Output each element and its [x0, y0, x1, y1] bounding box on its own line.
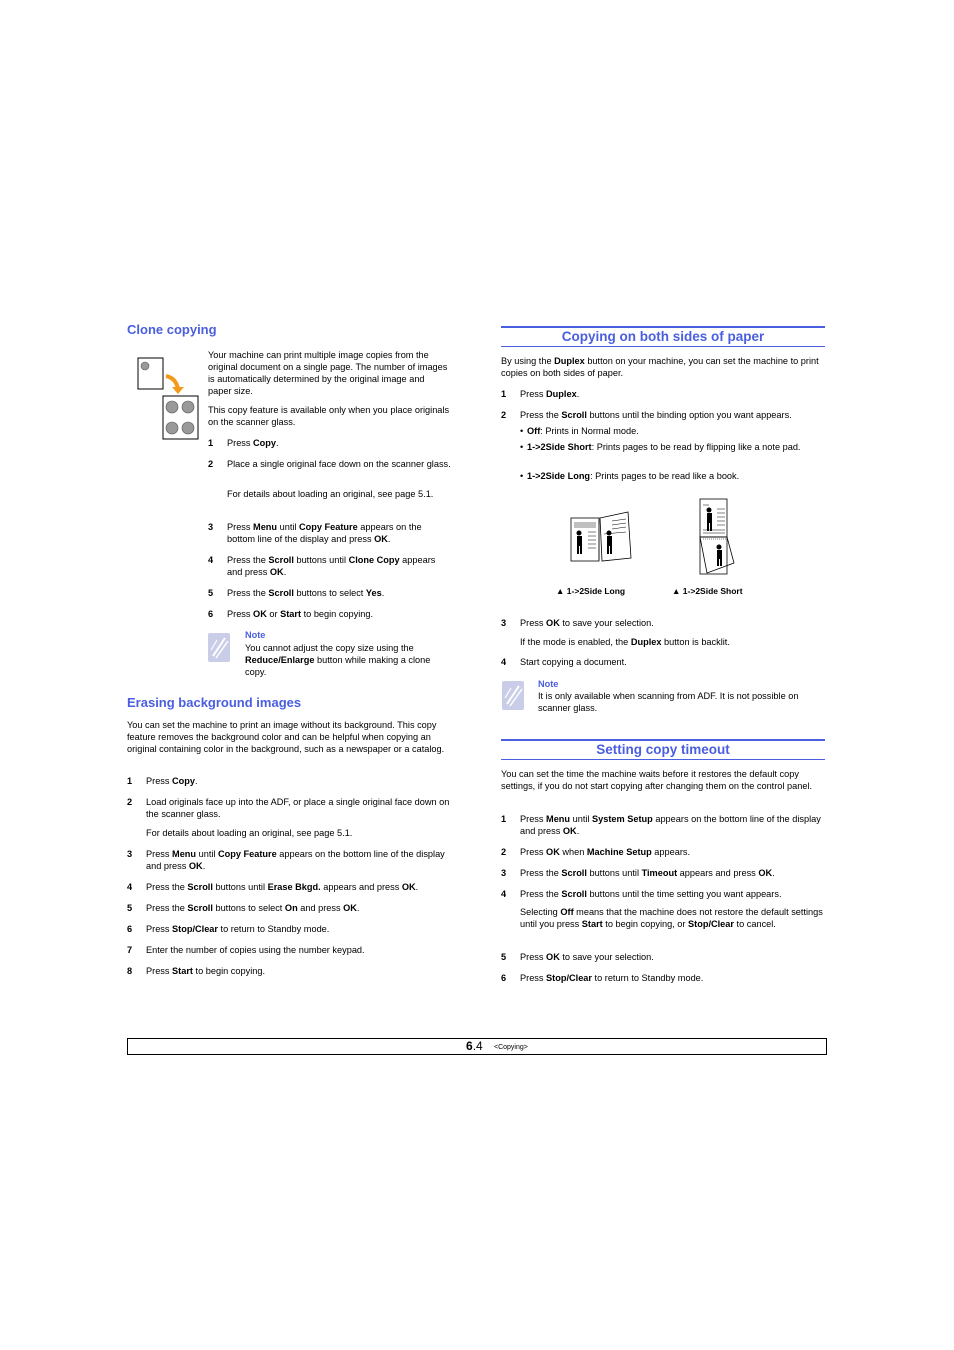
duplex-note-text: It is only available when scanning from ADF. It is not possible on scanner glass.	[538, 691, 799, 713]
step-number: 4	[501, 657, 507, 667]
caption-short	[672, 585, 743, 597]
page-number-major: 6	[466, 1039, 473, 1053]
step-text: Press Copy.	[146, 776, 198, 786]
duplex-intro: By using the Duplex button on your machine, you can set the machine to print copies on both sides of paper.	[501, 356, 819, 378]
triangle-icon: ▲	[672, 586, 681, 596]
step-number: 2	[208, 459, 214, 469]
step-number: 4	[501, 889, 507, 899]
step-text: Place a single original face down on the scanner glass.	[227, 459, 451, 469]
step-text: Press Menu until Copy Feature appears on the bottom line of the display and press OK.	[227, 522, 422, 544]
step-number: 3	[127, 849, 133, 859]
step-text: Press the Scroll buttons until the time setting you want appears.	[520, 889, 782, 899]
step-number: 3	[501, 868, 507, 878]
bullet-text: Off: Prints in Normal mode.	[527, 426, 639, 436]
step-text: Press Menu until System Setup appears on the bottom line of the display and press OK.	[520, 814, 821, 836]
chapter-label: <Copying>	[494, 1044, 528, 1051]
step-number: 1	[208, 438, 214, 448]
step-text: Press Stop/Clear to return to Standby mode.	[146, 924, 330, 934]
step-text: Press OK to save your selection.	[520, 618, 654, 628]
duplex-short-illustration	[697, 497, 741, 579]
step-text: For details about loading an original, see page 5.1.	[227, 489, 434, 499]
step-number: 5	[127, 903, 133, 913]
step-number: 4	[127, 882, 133, 892]
step-text: Press Menu until Copy Feature appears on the bottom line of the display and press OK.	[146, 849, 445, 871]
clone-copy-illustration	[136, 356, 200, 442]
clone-intro-1: Your machine can print multiple image copies from the original document on a single page. The number of images is automatically determined by the original image and paper size.	[208, 350, 448, 396]
page-footer	[127, 1038, 827, 1055]
bullet-dot: •	[520, 426, 524, 436]
step-number: 6	[501, 973, 507, 983]
step-text: Press OK or Start to begin copying.	[227, 609, 374, 619]
bullet-text: 1->2Side Long: Prints pages to be read like a book.	[527, 471, 740, 481]
step-text: Press the Scroll buttons to select Yes.	[227, 588, 385, 598]
triangle-icon: ▲	[556, 586, 565, 596]
duplex-long-illustration	[568, 508, 636, 564]
step-text: Press Copy.	[227, 438, 279, 448]
bullet-text: 1->2Side Short: Prints pages to be read by flipping like a note pad.	[527, 442, 801, 452]
caption-long-text: 1->2Side Long	[566, 586, 626, 596]
bullet-dot: •	[520, 442, 524, 452]
step-text: Selecting Off means that the machine does not restore the default settings until you press Start to begin copying, or Stop/Clear to cancel.	[520, 907, 823, 929]
step-number: 6	[208, 609, 214, 619]
caption-long	[556, 585, 625, 597]
duplex-note-title: Note	[538, 679, 559, 689]
step-number: 2	[127, 797, 133, 807]
step-text: Enter the number of copies using the number keypad.	[146, 945, 365, 955]
step-text: Press the Scroll buttons until Timeout appears and press OK.	[520, 868, 775, 878]
step-number: 7	[127, 945, 133, 955]
step-text: For details about loading an original, see page 5.1.	[146, 828, 353, 838]
step-text: Start copying a document.	[520, 657, 627, 667]
clone-intro-2: This copy feature is available only when you place originals on the scanner glass.	[208, 405, 450, 427]
step-text: Press OK to save your selection.	[520, 952, 654, 962]
step-text: Press the Scroll buttons until the binding option you want appears.	[520, 410, 792, 420]
step-number: 3	[501, 618, 507, 628]
step-text: Press the Scroll buttons until Erase Bkgd. appears and press OK.	[146, 882, 419, 892]
caption-short-text: 1->2Side Short	[682, 586, 743, 596]
step-text: If the mode is enabled, the Duplex button is backlit.	[520, 637, 730, 647]
step-text: Press Duplex.	[520, 389, 580, 399]
step-number: 2	[501, 847, 507, 857]
bullet-dot: •	[520, 471, 524, 481]
step-text: Press the Scroll buttons to select On and press OK.	[146, 903, 360, 913]
page-number	[466, 1040, 483, 1053]
step-text: Press OK when Machine Setup appears.	[520, 847, 691, 857]
clone-copying-heading: Clone copying	[127, 322, 217, 337]
clone-note-title: Note	[245, 630, 266, 640]
step-number: 8	[127, 966, 133, 976]
step-text: Press Start to begin copying.	[146, 966, 266, 976]
step-number: 6	[127, 924, 133, 934]
step-number: 1	[127, 776, 133, 786]
step-number: 4	[208, 555, 214, 565]
step-number: 1	[501, 814, 507, 824]
step-number: 2	[501, 410, 507, 420]
timeout-heading-bar	[501, 739, 825, 760]
step-text: Press the Scroll buttons until Clone Copy appears and press OK.	[227, 555, 436, 577]
note-icon	[501, 680, 526, 712]
step-number: 1	[501, 389, 507, 399]
erasing-background-heading: Erasing background images	[127, 695, 302, 710]
duplex-heading: Copying on both sides of paper	[561, 329, 765, 344]
duplex-heading-bar	[501, 326, 825, 347]
step-number: 5	[501, 952, 507, 962]
step-text: Load originals face up into the ADF, or place a single original face down on the scanner glass.	[146, 797, 450, 819]
erase-intro: You can set the machine to print an image without its background. This copy feature removes the background color and can be helpful when copying an original containing color in the background, such as a newspaper or a catalog.	[127, 720, 445, 754]
step-text: Press Stop/Clear to return to Standby mode.	[520, 973, 704, 983]
clone-note-text: You cannot adjust the copy size using the Reduce/Enlarge button while making a clone copy.	[245, 643, 431, 677]
note-icon	[207, 632, 232, 664]
page-number-minor: .4	[472, 1039, 483, 1053]
step-number: 3	[208, 522, 214, 532]
timeout-heading: Setting copy timeout	[596, 742, 730, 757]
timeout-intro: You can set the time the machine waits before it restores the default copy settings, if you do not start copying after changing them on the control panel.	[501, 769, 813, 791]
step-number: 5	[208, 588, 214, 598]
